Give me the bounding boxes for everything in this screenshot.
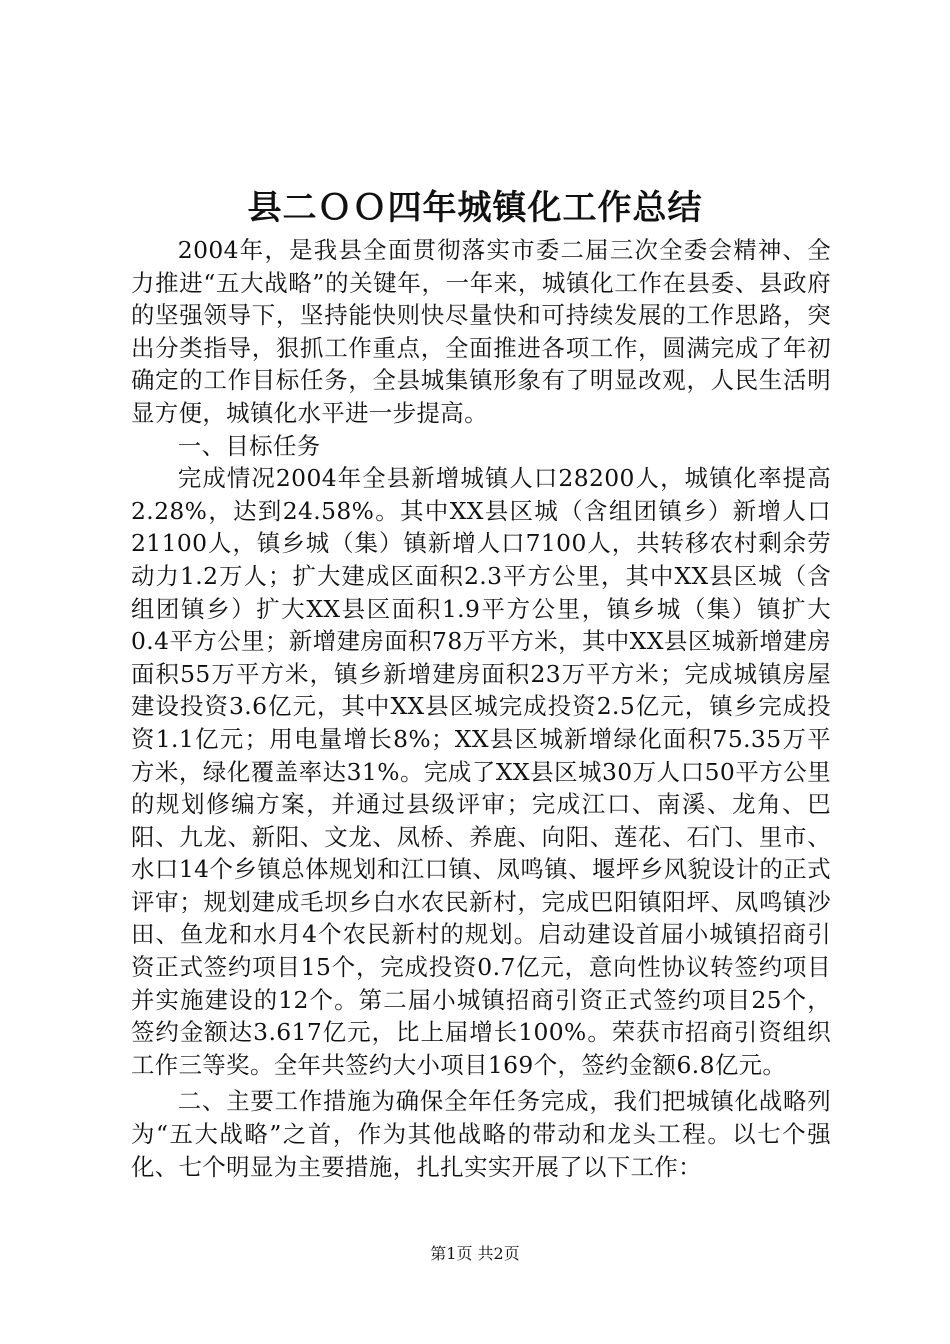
document-body xyxy=(131,234,831,1183)
paragraph-measures: 二、主要工作措施为确保全年任务完成，我们把城镇化战略列为“五大战略”之首，作为其他战略的带动和龙头工程。以七个强化、七个明显为主要措施，扎扎实实开展了以下工作： xyxy=(131,1087,831,1181)
document-title: 县二ＯＯ四年城镇化工作总结 xyxy=(247,188,703,228)
paragraph-completion: 完成情况2004年全县新增城镇人口28200人，城镇化率提高2.28%，达到24.58%。其中XX县区城（含组团镇乡）新增人口21100人，镇乡城（集）镇新增人口7100人，共转移农村剩余劳动力1.2万人；扩大建成区面积2.3平方公里，其中XX县区城（含组团镇乡）扩大XX县区面积1.9平方公里，镇乡城（集）镇扩大0.4平方公里；新增建房面积78万平方米，其中XX县区城新增建房面积55万平方米，镇乡新增建房面积23万平方米；完成城镇房屋建设投资3.6亿元，其中XX县区城完成投资2.5亿元，镇乡完成投资1.1亿元；用电量增长8%；XX县区城新增绿化面积75.35万平方米，绿化覆盖率达31%。完成了XX县区城30万人口50平方公里的规划修编方案，并通过县级评审；完成江口、南溪、龙角、巴阳、九龙、新阳、文龙、凤桥、养鹿、向阳、莲花、石门、里市、水口14个乡镇总体规划和江口镇、凤鸣镇、堰坪乡风貌设计的正式评审；规划建成毛坝乡白水农民新村，完成巴阳镇阳坪、凤鸣镇沙田、鱼龙和水月4个农民新村的规划。启动建设首届小城镇招商引资正式签约项目15个，完成投资0.7亿元，意向性协议转签约项目并实施建设的12个。第二届小城镇招商引资正式签约项目25个，签约金额达3.617亿元，比上届增长100%。荣获市招商引资组织工作三等奖。全年共签约大小项目169个，签约金额6.8亿元。 xyxy=(131,464,831,1079)
page-footer: 第1页 共2页 xyxy=(430,1244,520,1263)
section-heading-targets: 一、目标任务 xyxy=(177,431,321,460)
paragraph-intro: 2004年，是我县全面贯彻落实市委二届三次全委会精神、全力推进“五大战略”的关键年，一年来，城镇化工作在县委、县政府的坚强领导下，坚持能快则快尽量快和可持续发展的工作思路，突出分类指导，狠抓工作重点，全面推进各项工作，圆满完成了年初确定的工作目标任务，全县城集镇形象有了明显改观，人民生活明显方便，城镇化水平进一步提高。 xyxy=(131,236,831,427)
